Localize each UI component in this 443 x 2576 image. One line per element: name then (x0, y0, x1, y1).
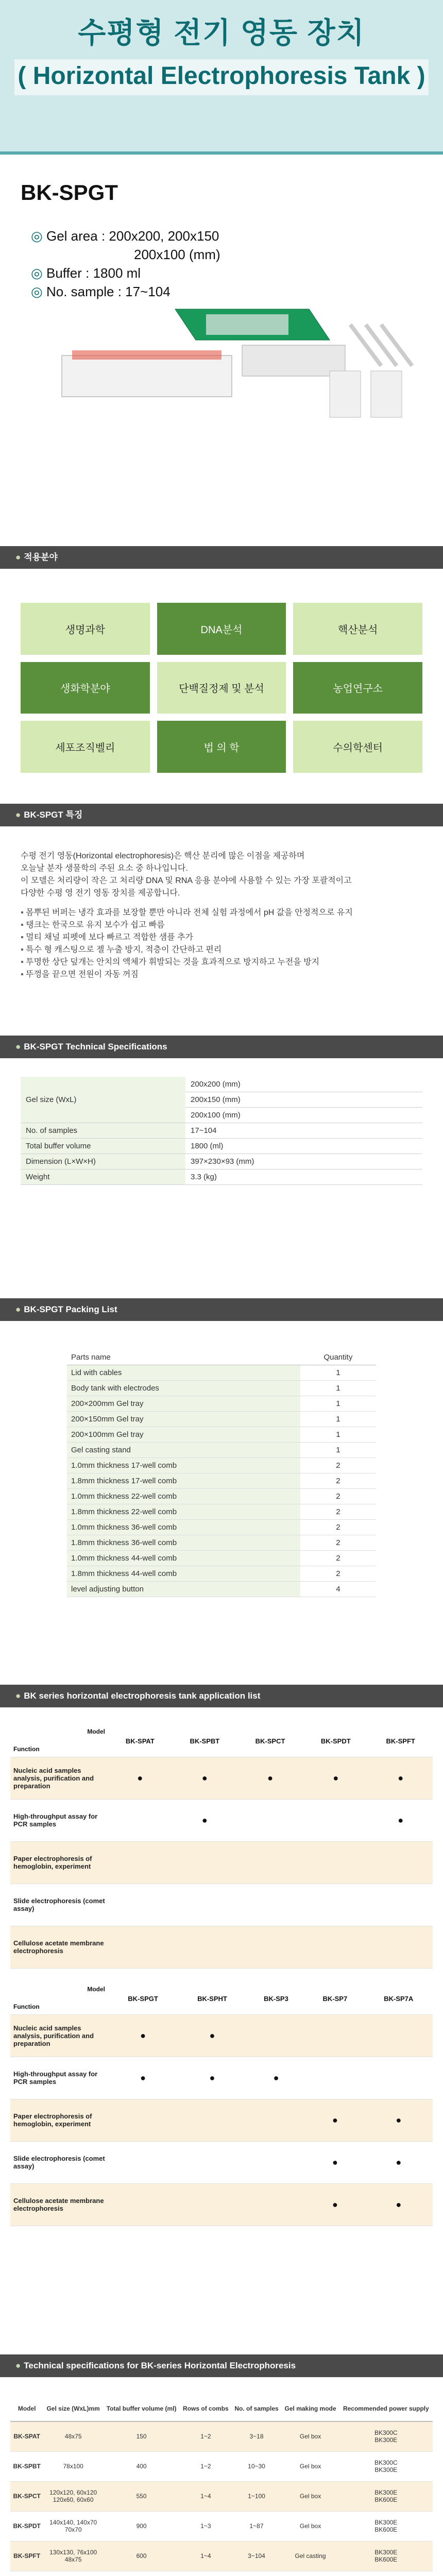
section-dot-icon: ● (15, 552, 21, 562)
mark-cell (247, 2099, 305, 2141)
product-illustration (21, 294, 422, 422)
table-header (10, 2396, 433, 2421)
table-cell: BK-SPFT (10, 2541, 43, 2571)
section-dot-icon: ● (15, 1691, 21, 1701)
table-cell: Gel box (281, 2481, 339, 2511)
column-header: No. of samples (232, 2396, 282, 2421)
section-header-features: ● BK-SPGT 특징 (0, 804, 443, 826)
mark-cell: ● (172, 1799, 237, 1841)
model-header: BK-SPAT (108, 1726, 172, 1757)
mark-cell: ● (172, 1757, 237, 1799)
table-header (10, 1984, 433, 2014)
table-cell (10, 2571, 43, 2576)
spec-item: ◎ Buffer : 1800 ml (31, 264, 220, 282)
mark-cell (108, 2183, 178, 2226)
section-dot-icon: ● (15, 1042, 21, 1052)
column-header: Gel making mode (281, 2396, 339, 2421)
gel-tray-small (330, 371, 361, 417)
function-label: Paper electrophoresis of hemoglobin, experiment (10, 2099, 108, 2141)
mark-cell: ● (305, 2183, 364, 2226)
page-title-english: ( Horizontal Electrophoresis Tank ) (18, 62, 425, 90)
mark-cell (305, 2057, 364, 2099)
spec-item: ◎ Gel area : 200x200, 200x150 (31, 227, 220, 245)
mark-cell: ● (365, 2099, 433, 2141)
table-row: Dimension (L×W×H) 397×230×93 (mm) (21, 1154, 422, 1170)
table-cell: BK300E BK600E (339, 2481, 433, 2511)
table-row: Total buffer volume 1800 (ml) (21, 1139, 422, 1154)
application-item: 생화학분야 (21, 662, 150, 714)
product-summary (0, 155, 443, 433)
list-item: ▪ 탱크는 한국으로 유지 보수가 쉽고 빠름 (21, 919, 422, 931)
feature-text: 수평 전기 영동(Horizontal electrophoresis)은 핵산 분리에 많은 이점을 제공하며 오늘날 분자 생물학의 주된 요소 중 하나입니다. 이 모델은 처리량이 작은 고 처리량 DNA 및 RNA 응용 분야에 사용할 수 있는 가장 포괄적이고 다양한 수평 영 전기 영동 장치를 제공합니다. ▪ 몸뿌된 버퍼는 냉각 효과를 보장할 뿐만 아니라 전체 실험 과정에서 pH 값을 안정적으로 유지 ▪ 탱크는 한국으로 유지 보수가 쉽고 빠름 ▪ 멀티 채널 피펫에 보다 빠르고 적합한 샘플 추가 ▪ 특수 형 캐스팅으로 젤 누출 방지, 적층이 간단하고 편리 ▪ 투명한 상단 덮개는 안치의 액체가 휘발되는 것을 효과적으로 방지하고 누전을 방지 ▪ 뚜껑을 끝으면 전원이 자동 꺼짐 (21, 850, 422, 981)
table-row (10, 2451, 433, 2481)
bullet-icon: ◎ (31, 265, 43, 281)
function-label: Slide electrophoresis (comet assay) (10, 2141, 108, 2183)
section-header-series-spec: ● Technical specifications for BK-series Horizontal Electrophoresis (0, 2354, 443, 2377)
comb (350, 325, 381, 366)
mark-cell: ● (303, 1757, 368, 1799)
table-row: Gel size (WxL) 200x200 (mm) (21, 1077, 422, 1092)
lid-window (206, 314, 288, 335)
mark-cell: ● (178, 2057, 247, 2099)
mark-cell (247, 2183, 305, 2226)
mark-cell (172, 1884, 237, 1926)
function-label: Cellulose acetate membrane electrophoresis (10, 1926, 108, 1968)
table-cell: Gel box (281, 2451, 339, 2481)
table-row: 200×100mm Gel tray 1 (67, 1427, 376, 1443)
table-cell: BK300C BK300E (339, 2451, 433, 2481)
table-cell: 1~100 (232, 2481, 282, 2511)
mark-cell (303, 1926, 368, 1968)
table-cell: 1~87 (232, 2511, 282, 2541)
mark-cell: ● (365, 2141, 433, 2183)
table-row: 1.0mm thickness 17-well comb 2 (67, 1458, 376, 1473)
table-cell: BK300E BK600E (339, 2511, 433, 2541)
mark-cell (108, 2141, 178, 2183)
spec-list (31, 227, 220, 301)
table-row (10, 2511, 433, 2541)
mark-cell (108, 1841, 172, 1884)
section-dot-icon: ● (15, 810, 21, 820)
mark-cell: ● (237, 1757, 303, 1799)
table-cell: BK300E BK600E (339, 2541, 433, 2571)
table-cell: 1~2 (180, 2421, 231, 2451)
application-grid (21, 603, 422, 773)
mark-cell (247, 2141, 305, 2183)
section-dot-icon: ● (15, 2361, 21, 2370)
table-cell (103, 2571, 180, 2576)
function-label: Slide electrophoresis (comet assay) (10, 1884, 108, 1926)
table-row (10, 2057, 433, 2099)
table-cell (232, 2571, 282, 2576)
table-row: 1.8mm thickness 44-well comb 2 (67, 1566, 376, 1582)
mark-cell: ● (305, 2141, 364, 2183)
table-row (10, 1884, 433, 1926)
function-label: High-throughput assay for PCR samples (10, 2057, 108, 2099)
mark-cell (303, 1884, 368, 1926)
spec-item: ◎ No. sample : 17~104 (31, 282, 220, 301)
mark-cell: ● (368, 1799, 433, 1841)
list-item: ▪ 뚜껑을 끝으면 전원이 자동 꺼짐 (21, 969, 422, 981)
table-cell: 120x120, 60x120 120x60, 60x60 (43, 2481, 103, 2511)
table-cell: BK-SPBT (10, 2451, 43, 2481)
function-label: Nucleic acid samples analysis, purification and preparation (10, 1757, 108, 1799)
page-title-korean: 수평형 전기 영동 장치 (78, 16, 365, 49)
function-label: Nucleic acid samples analysis, purification and preparation (10, 2014, 108, 2057)
mark-cell: ● (368, 1757, 433, 1799)
matrix-corner: Model Function (10, 1984, 108, 2014)
model-header: BK-SPHT (178, 1984, 247, 2014)
function-label: Paper electrophoresis of hemoglobin, experiment (10, 1841, 108, 1884)
table-cell: BK-SPAT (10, 2421, 43, 2451)
mark-cell (303, 1799, 368, 1841)
tech-spec-table (21, 1077, 422, 1185)
table-row: 200×150mm Gel tray 1 (67, 1412, 376, 1427)
model-header: BK-SPGT (108, 1984, 178, 2014)
function-label: Cellulose acetate membrane electrophoresis (10, 2183, 108, 2226)
table-row: 200x100 (mm) (21, 1108, 422, 1123)
table-cell (43, 2571, 103, 2576)
tank-body (62, 355, 232, 397)
model-header: BK-SPBT (172, 1726, 237, 1757)
application-item: 농업연구소 (293, 662, 422, 714)
mark-cell (365, 2057, 433, 2099)
mark-cell (108, 1926, 172, 1968)
feature-list (21, 907, 422, 981)
table-row (10, 2571, 433, 2576)
mark-cell (368, 1884, 433, 1926)
packing-table (67, 1350, 376, 1597)
table-row: Body tank with electrodes 1 (67, 1381, 376, 1396)
table-cell: 78x100 (43, 2451, 103, 2481)
table-cell: 3~18 (232, 2421, 282, 2451)
table-cell (339, 2571, 433, 2576)
section-header-tech: ● BK-SPGT Technical Specifications (0, 1036, 443, 1058)
application-item: 수의학센터 (293, 721, 422, 773)
section-header-application: ● 적용분야 (0, 546, 443, 569)
mark-cell (237, 1926, 303, 1968)
table-cell: 10~30 (232, 2451, 282, 2481)
section-dot-icon: ● (15, 1304, 21, 1314)
application-item: 핵산분석 (293, 603, 422, 655)
comb (366, 325, 397, 366)
table-row (10, 2183, 433, 2226)
table-cell: Gel casting (281, 2541, 339, 2571)
table-row (10, 2014, 433, 2057)
list-item: ▪ 몸뿌된 버퍼는 냉각 효과를 보장할 뿐만 아니라 전체 실험 과정에서 pH 값을 안정적으로 유지 (21, 907, 422, 919)
electrode-rail (72, 350, 222, 360)
mark-cell (237, 1799, 303, 1841)
model-header: BK-SPFT (368, 1726, 433, 1757)
matrix-corner: Model Function (10, 1726, 108, 1757)
table-cell: 550 (103, 2481, 180, 2511)
list-item: ▪ 멀티 채널 피펫에 보다 빠르고 적합한 샘플 추가 (21, 931, 422, 944)
hero-banner (0, 0, 443, 155)
column-header: Rows of combs (180, 2396, 231, 2421)
mark-cell (108, 2099, 178, 2141)
table-cell: BK300C BK300E (339, 2421, 433, 2451)
table-cell: 900 (103, 2511, 180, 2541)
mark-cell (178, 2183, 247, 2226)
table-row (10, 1757, 433, 1799)
table-row (10, 2099, 433, 2141)
model-name: BK-SPGT (21, 180, 118, 205)
table-cell: Gel box (281, 2511, 339, 2541)
spec-item-cont: 200x100 (mm) (134, 247, 220, 262)
application-item: 생명과학 (21, 603, 150, 655)
table-cell (180, 2571, 231, 2576)
mark-cell (108, 1884, 172, 1926)
mark-cell (368, 1926, 433, 1968)
bullet-icon: ◎ (31, 284, 43, 299)
mark-cell: ● (108, 1757, 172, 1799)
application-item: 법 의 학 (157, 721, 286, 773)
series-spec-table (10, 2396, 433, 2576)
table-cell: Gel box (281, 2421, 339, 2451)
table-header (10, 1726, 433, 1757)
mark-cell: ● (247, 2057, 305, 2099)
model-header: BK-SPCT (237, 1726, 303, 1757)
table-row: Weight 3.3 (kg) (21, 1170, 422, 1185)
table-row: Lid with cables 1 (67, 1365, 376, 1381)
model-header: BK-SPDT (303, 1726, 368, 1757)
mark-cell (247, 2014, 305, 2057)
mark-cell (305, 2014, 364, 2057)
column-header: Gel size (WxL)mm (43, 2396, 103, 2421)
table-row: 200×200mm Gel tray 1 (67, 1396, 376, 1412)
table-row: 200x150 (mm) (21, 1092, 422, 1108)
table-cell: 400 (103, 2451, 180, 2481)
table-cell: BK-SPDT (10, 2511, 43, 2541)
table-cell (281, 2571, 339, 2576)
application-item: DNA분석 (157, 603, 286, 655)
table-cell: BK-SPCT (10, 2481, 43, 2511)
mark-cell (172, 1841, 237, 1884)
table-row (10, 2541, 433, 2571)
table-cell: 130x130, 76x100 48x75 (43, 2541, 103, 2571)
table-cell: 1~4 (180, 2541, 231, 2571)
table-row (10, 1841, 433, 1884)
model-header: BK-SP7 (305, 1984, 364, 2014)
table-row (10, 2141, 433, 2183)
table-row: 1.0mm thickness 44-well comb 2 (67, 1551, 376, 1566)
application-item: 세포조직벨리 (21, 721, 150, 773)
table-row: 1.0mm thickness 36-well comb 2 (67, 1520, 376, 1535)
table-row (10, 2481, 433, 2511)
mark-cell: ● (108, 2014, 178, 2057)
application-matrix-1 (10, 1726, 433, 1969)
mark-cell (108, 1799, 172, 1841)
mark-cell (178, 2099, 247, 2141)
table-cell: 600 (103, 2541, 180, 2571)
mark-cell: ● (108, 2057, 178, 2099)
function-label: High-throughput assay for PCR samples (10, 1799, 108, 1841)
table-cell: 48x75 (43, 2421, 103, 2451)
mark-cell: ● (365, 2183, 433, 2226)
mark-cell (172, 1926, 237, 1968)
application-item: 단백질정제 및 분석 (157, 662, 286, 714)
table-row (10, 1799, 433, 1841)
bullet-icon: ◎ (31, 228, 43, 244)
mark-cell (178, 2141, 247, 2183)
table-row: 1.8mm thickness 22-well comb 2 (67, 1504, 376, 1520)
table-header: Parts name Quantity (67, 1350, 376, 1365)
comb (381, 325, 412, 366)
section-header-packing: ● BK-SPGT Packing List (0, 1298, 443, 1321)
table-cell: 1~4 (180, 2481, 231, 2511)
table-row: Gel casting stand 1 (67, 1443, 376, 1458)
column-header: Recommended power supply (339, 2396, 433, 2421)
section-header-series-app: ● BK series horizontal electrophoresis tank application list (0, 1685, 443, 1707)
table-row (10, 2421, 433, 2451)
table-row (10, 1926, 433, 1968)
table-cell: 140x140, 140x70 70x70 (43, 2511, 103, 2541)
table-row: No. of samples 17~104 (21, 1123, 422, 1139)
table-row: 1.8mm thickness 17-well comb 2 (67, 1473, 376, 1489)
table-cell: 1~2 (180, 2451, 231, 2481)
mark-cell (365, 2014, 433, 2057)
mark-cell (368, 1841, 433, 1884)
column-header: Total buffer volume (ml) (103, 2396, 180, 2421)
model-header: BK-SP7A (365, 1984, 433, 2014)
mark-cell (237, 1884, 303, 1926)
column-header: Model (10, 2396, 43, 2421)
table-row: 1.8mm thickness 36-well comb 2 (67, 1535, 376, 1551)
model-header: BK-SP3 (247, 1984, 305, 2014)
table-row: level adjusting button 4 (67, 1582, 376, 1597)
list-item: ▪ 투명한 상단 덮개는 안치의 액체가 휘발되는 것을 효과적으로 방지하고 누전을 방지 (21, 956, 422, 969)
table-cell: 1~3 (180, 2511, 231, 2541)
mark-cell: ● (178, 2014, 247, 2057)
table-row: 1.0mm thickness 22-well comb 2 (67, 1489, 376, 1504)
application-matrix-2 (10, 1984, 433, 2226)
table-cell: 150 (103, 2421, 180, 2451)
list-item: ▪ 특수 형 캐스팅으로 젤 누출 방지, 적층이 간단하고 편리 (21, 944, 422, 956)
mark-cell: ● (305, 2099, 364, 2141)
gel-tray-small (371, 371, 402, 417)
mark-cell (237, 1841, 303, 1884)
table-cell: 3~104 (232, 2541, 282, 2571)
mark-cell (303, 1841, 368, 1884)
